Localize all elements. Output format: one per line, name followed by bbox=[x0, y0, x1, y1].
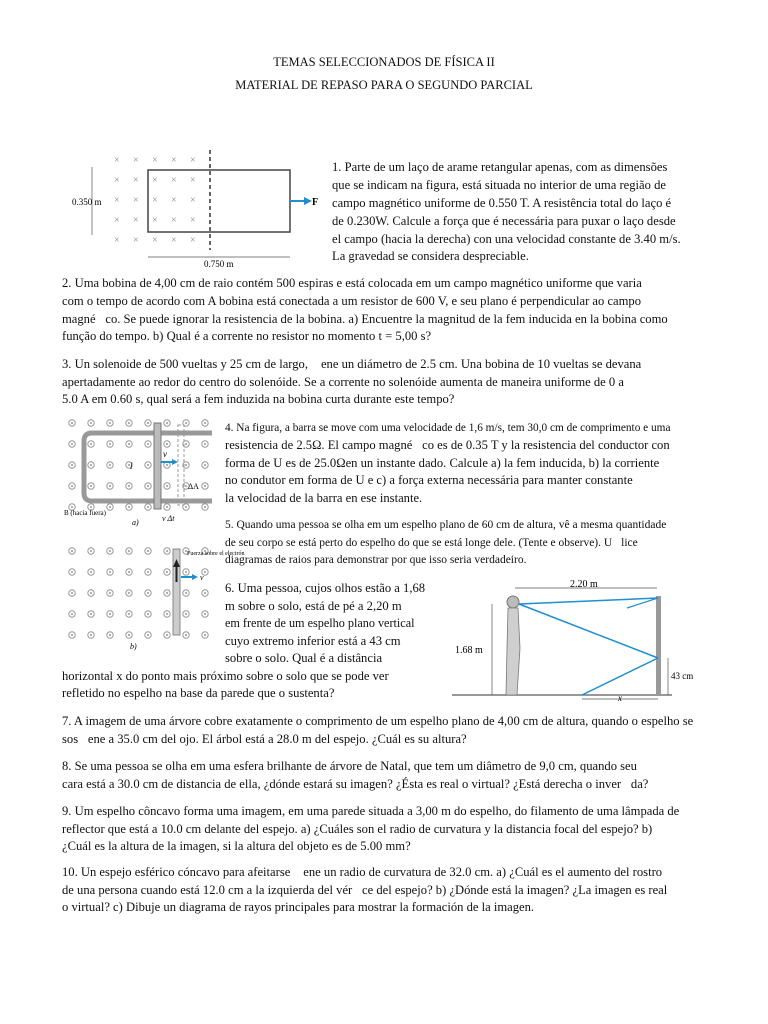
velocity-label-a: v bbox=[163, 449, 167, 459]
bar-position-1 bbox=[154, 423, 161, 509]
field-x-mark: × bbox=[152, 235, 158, 246]
p1-line: el campo (hacia la derecha) con una velocidad constante de 3.40 m/s. bbox=[332, 232, 681, 246]
p1-line: La gravedad se considera despreciable. bbox=[332, 249, 529, 263]
force-label: F bbox=[312, 197, 319, 208]
p6-line: refletido no espelho na base da parede que o sustenta? bbox=[62, 686, 335, 700]
p4-line: resistencia de 2.5Ω. El campo magné􀁿co es de 0.35 T y la resistencia del conductor con bbox=[225, 438, 670, 452]
field-x-mark: × bbox=[190, 155, 196, 166]
p4-line: la velocidad de la barra en ese instante. bbox=[225, 491, 423, 505]
length-label: l bbox=[130, 461, 133, 471]
subfigure-b-label: b) bbox=[130, 642, 137, 651]
p2-line: magné􀁿co. Se puede ignorar la resistencia de la bobina. a) Encuentre la magnitud de la fem inducida en la bobina como bbox=[62, 312, 668, 326]
p9-line: ¿Cuál es la altura de la imagen, si la altura del objeto es de 5.00 mm? bbox=[62, 839, 411, 853]
field-x-mark: × bbox=[152, 175, 158, 186]
mirror-diagram bbox=[452, 578, 708, 703]
p3-line: 3. Un solenoide de 500 vueltas y 25 cm de largo, 􀁿ene un diámetro de 2.5 cm. Una bobina de 10 vueltas se devana bbox=[62, 357, 642, 371]
p1-line: 1. Parte de um laço de arame retangular apenas, com as dimensões bbox=[332, 160, 668, 174]
p5-line: 5. Quando uma pessoa se olha em um espelho plano de 60 cm de altura, vê a mesma quantidade bbox=[225, 519, 667, 531]
field-x-mark: × bbox=[133, 215, 139, 226]
field-x-mark: × bbox=[171, 175, 177, 186]
field-x-mark: × bbox=[114, 195, 120, 206]
p5-line: diagramas de raios para demonstrar por que isso seria verdadeiro. bbox=[225, 554, 527, 566]
p10-line: o virtual? c) Dibuje un diagrama de rayos principales para mostrar la formación de la imagen. bbox=[62, 900, 535, 914]
p1-line: campo magnético uniforme de 0.550 T. A resistência total do laço é bbox=[332, 196, 672, 210]
field-x-mark: × bbox=[152, 195, 158, 206]
field-label: B (hacia fuera) bbox=[64, 509, 106, 517]
figure-person-mirror bbox=[452, 578, 708, 703]
document-subtitle: MATERIAL DE REPASO PARA O SEGUNDO PARCIAL bbox=[235, 78, 533, 92]
field-dot-marks-b bbox=[69, 548, 208, 638]
p8-line: cara está a 30.0 cm de distancia de ella, ¿dónde estará su imagen? ¿Ésta es real o virtual? ¿Está derecha o inver􀁿da? bbox=[62, 777, 649, 791]
mirror-height-label: 43 cm bbox=[671, 671, 694, 681]
field-x-mark: × bbox=[114, 215, 120, 226]
dim-width-label: 0.750 m bbox=[204, 259, 234, 269]
field-x-mark: × bbox=[133, 175, 139, 186]
field-x-mark: × bbox=[133, 235, 139, 246]
p9-line: reflector que está a 10.0 cm delante del espejo. a) ¿Cuáles son el radio de curvatura y la distancia focal del espejo? b) bbox=[62, 822, 653, 836]
p4-line: forma de U es de 25.0Ωen un instante dado. Calcule a) la fem inducida, b) la corriente bbox=[225, 456, 660, 470]
field-x-mark: × bbox=[152, 215, 158, 226]
dim-height-label: 0.350 m bbox=[72, 197, 102, 207]
p7-line: 7. A imagem de uma árvore cobre exatamente o comprimento de um espelho plano de 4,00 cm de altura, quando o espelho se bbox=[62, 714, 694, 728]
field-x-mark: × bbox=[133, 155, 139, 166]
field-x-mark: × bbox=[171, 195, 177, 206]
field-x-mark: × bbox=[190, 195, 196, 206]
field-x-mark: × bbox=[114, 155, 120, 166]
p7-line: sos􀁿ene a 35.0 cm del ojo. El árbol está a 28.0 m del espejo. ¿Cuál es su altura? bbox=[62, 732, 467, 746]
p6-line: em frente de um espelho plano vertical bbox=[225, 616, 415, 630]
field-x-mark: × bbox=[190, 175, 196, 186]
figure-moving-bar bbox=[62, 417, 245, 659]
person-head bbox=[507, 596, 519, 608]
p3-line: apertadamente ao redor do centro do solenóide. Se a corrente no solenóide aumenta de maneira uniforme de 0 a bbox=[62, 375, 624, 389]
field-x-mark: × bbox=[171, 235, 177, 246]
area-label: ΔA bbox=[188, 482, 199, 491]
field-x-mark: × bbox=[190, 215, 196, 226]
moving-bar-diagram bbox=[62, 417, 245, 659]
p8-line: 8. Se uma pessoa se olha em uma esfera brilhante de árvore de Natal, que tem um diâmetro de 9,0 cm, quando seu bbox=[62, 759, 637, 773]
height-label: 1.68 m bbox=[455, 645, 483, 656]
field-x-mark: × bbox=[171, 215, 177, 226]
p1-line: de 0.230W. Calcule a força que é necessária para puxar o laço desde bbox=[332, 214, 676, 228]
loop-diagram bbox=[72, 145, 322, 270]
p9-line: 9. Um espelho côncavo forma uma imagem, em uma parede situada a 3,00 m do espelho, do filamento de uma lâmpada de bbox=[62, 804, 680, 818]
p2-line: função do tempo. b) Qual é a corrente no resistor no momento t = 5,00 s? bbox=[62, 329, 432, 343]
subfigure-a-label: a) bbox=[132, 518, 139, 527]
p10-line: de una persona cuando está 12.0 cm a la izquierda del vér􀁿ce del espejo? b) ¿Dónde está la imagen? ¿La imagen es real bbox=[62, 883, 668, 897]
p4-line: 4. Na figura, a barra se move com uma velocidade de 1,6 m/s, tem 30,0 cm de comprimento e uma bbox=[225, 422, 671, 434]
mirror-wall bbox=[656, 596, 661, 695]
force-note: Fuerza sobre el electrón bbox=[187, 551, 245, 557]
wire-loop bbox=[148, 170, 290, 232]
reflected-ray bbox=[582, 658, 658, 695]
p6-line: m sobre o solo, está de pé a 2,20 m bbox=[225, 599, 402, 613]
field-x-mark: × bbox=[133, 195, 139, 206]
p3-line: 5.0 A em 0.60 s, qual será a fem induzida na bobina curta durante este tempo? bbox=[62, 392, 455, 406]
p5-line: de seu corpo se está perto do espelho do que se está longe dele. (Tente e observe). U􀁿lice bbox=[225, 537, 638, 549]
field-x-mark: × bbox=[114, 175, 120, 186]
p4-line: no condutor em forma de U e c) a força externa necessária para manter constante bbox=[225, 473, 633, 487]
field-x-mark: × bbox=[190, 235, 196, 246]
figure-loop-in-field bbox=[72, 145, 322, 270]
field-x-mark: × bbox=[152, 155, 158, 166]
ray-to-mirror bbox=[519, 604, 658, 658]
velocity-label-b: v bbox=[200, 573, 204, 582]
p6-line: cuyo extremo inferior está a 43 cm bbox=[225, 634, 401, 648]
p2-line: 2. Uma bobina de 4,00 cm de raio contém 500 espiras e está colocada em um campo magnético uniforme que varia bbox=[62, 276, 642, 290]
field-x-mark: × bbox=[114, 235, 120, 246]
document-title: TEMAS SELECCIONADOS DE FÍSICA II bbox=[273, 55, 495, 69]
p6-line: sobre o solo. Qual é a distância bbox=[225, 651, 383, 665]
p6-line: horizontal x do ponto mais próximo sobre o solo que se pode ver bbox=[62, 669, 389, 683]
person-body bbox=[506, 608, 520, 695]
p6-line: 6. Uma pessoa, cujos olhos estão a 1,68 bbox=[225, 581, 426, 595]
field-x-mark: × bbox=[171, 155, 177, 166]
p10-line: 10. Un espejo esférico cóncavo para afeitarse 􀁿ene un radio de curvatura de 32.0 cm. a) ¿Cuál es el aumento del rostro bbox=[62, 865, 663, 879]
p2-line: com o tempo de acordo com A bobina está conectada a um resistor de 600 V, e seu plano é perpendicular ao campo bbox=[62, 294, 642, 308]
p1-line: que se indicam na figura, está situada no interior de uma região de bbox=[332, 178, 666, 192]
x-label: x bbox=[618, 693, 622, 703]
displacement-label: v Δt bbox=[162, 514, 175, 523]
ray-top bbox=[519, 598, 658, 604]
width-label: 2.20 m bbox=[570, 579, 598, 590]
